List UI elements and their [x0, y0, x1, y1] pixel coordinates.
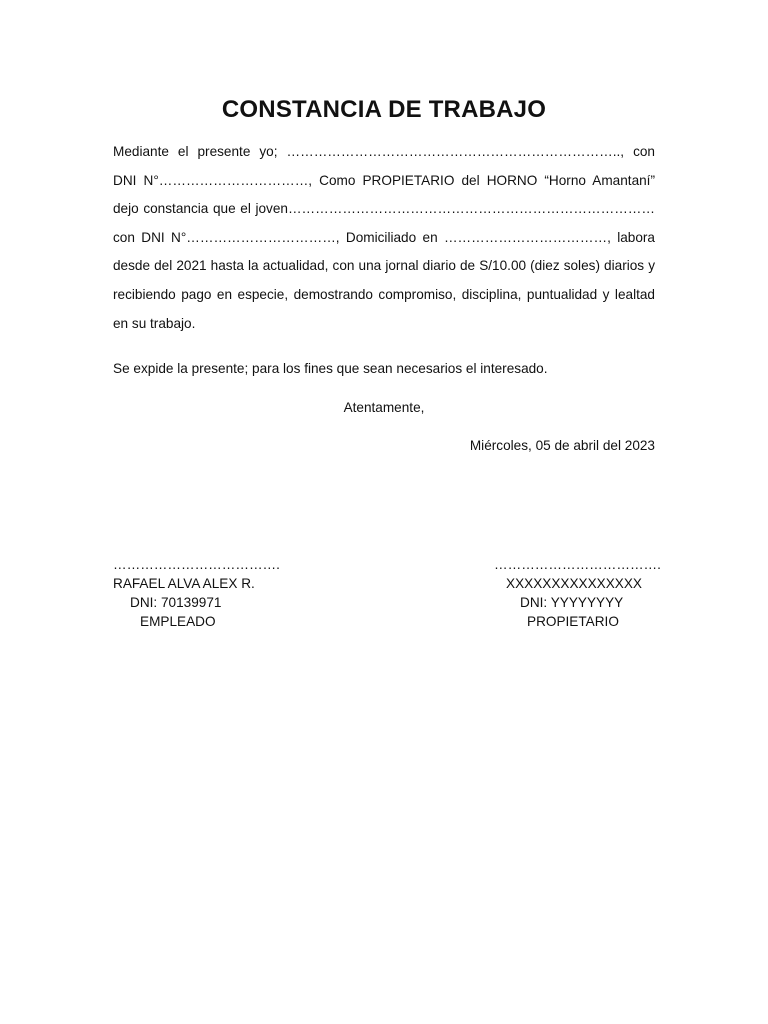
signature-block-employee: [113, 555, 280, 631]
signer-role: EMPLEADO: [140, 614, 216, 629]
signer-name: XXXXXXXXXXXXXXX: [506, 576, 643, 591]
document-title: CONSTANCIA DE TRABAJO: [221, 96, 547, 123]
salutation: Atentamente,: [343, 400, 425, 415]
signature-line: ……………………………….: [113, 557, 280, 572]
signer-role: PROPIETARIO: [527, 614, 619, 629]
signer-dni: DNI: 70139971: [130, 595, 222, 610]
closing-statement: Se expide la presente; para los fines que sean necesarios el interesado.: [113, 361, 548, 376]
signer-dni: DNI: YYYYYYYY: [520, 595, 624, 610]
signature-block-owner: [494, 555, 661, 631]
signature-line: ……………………………….: [494, 557, 661, 572]
document-body: Mediante el presente yo; ……………………………………………………………….., con DNI N°……………………………, Como PROPIETARIO del HORNO “Horno Amantaní” dejo constancia que el joven………………………………………………………………………con DNI N°……………………………, Domiciliado en ………………………………, labora desde del 2021 hasta la actualidad, con una jornal diario de S/10.00 (diez soles) diarios y recibiendo pago en especie, demostrando compromiso, disciplina, puntualidad y lealtad en su trabajo.: [113, 144, 655, 331]
document-date: Miércoles, 05 de abril del 2023: [469, 438, 655, 453]
signer-name: RAFAEL ALVA ALEX R.: [113, 576, 255, 591]
